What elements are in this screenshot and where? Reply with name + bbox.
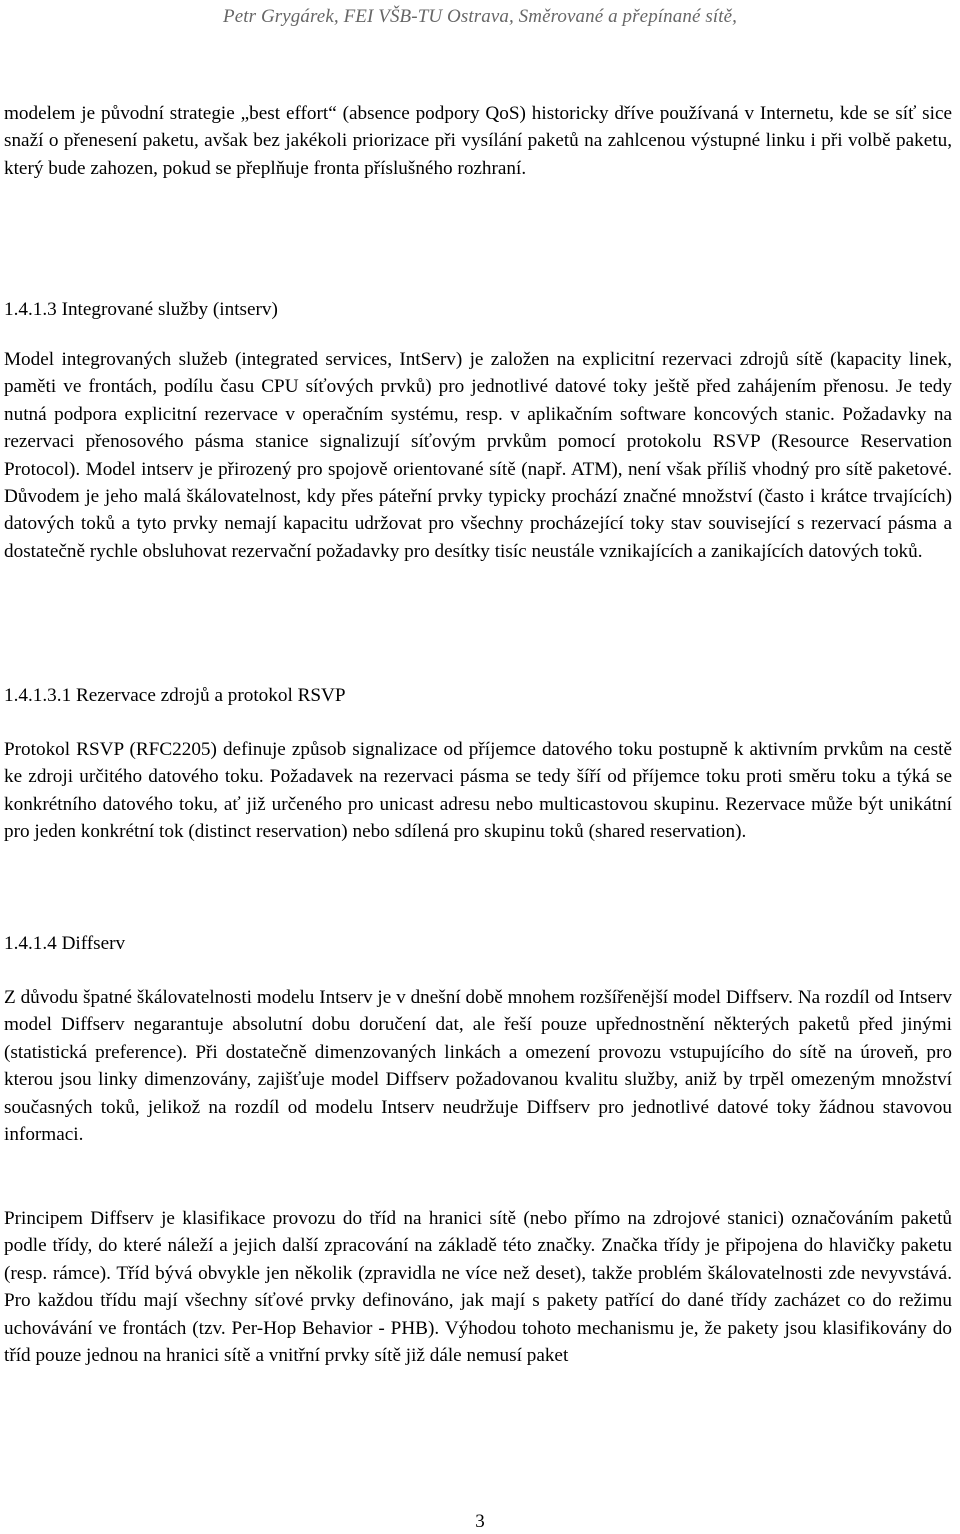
section-heading-intserv: 1.4.1.3 Integrované služby (intserv) — [4, 299, 278, 320]
paragraph-best-effort: modelem je původní strategie „best effort“ (absence podpory QoS) historicky dříve používaná v Internetu, kde se síť sice snaží o přenesení paketu, avšak bez jakékoli priorizace při vysílání paketů na zahlcenou výstupné linku i při volbě paketu, který bude zahozen, pokud se přeplňuje fronta příslušného rozhraní. — [4, 103, 952, 179]
section-heading-rsvp: 1.4.1.3.1 Rezervace zdrojů a protokol RSVP — [4, 685, 346, 706]
section-heading-diffserv: 1.4.1.4 Diffserv — [4, 933, 126, 954]
page-header: Petr Grygárek, FEI VŠB-TU Ostrava, Směrované a přepínané sítě, — [223, 6, 737, 27]
page-number: 3 — [475, 1511, 485, 1532]
paragraph-rsvp: Protokol RSVP (RFC2205) definuje způsob signalizace od příjemce datového toku postupně k aktivním prvkům na cestě ke zdroji určitého datového toku. Požadavek na rezervaci pásma se tedy šíří od příjemce toku proti směru toku a týká se konkrétního datového toku, ať již určeného pro unicast adresu nebo multicastovou skupinu. Rezervace může být unikátní pro jeden konkrétní tok (distinct reservation) nebo sdílená pro skupinu toků (shared reservation). — [4, 739, 952, 843]
paragraph-intserv: Model integrovaných služeb (integrated services, IntServ) je založen na explicitní rezervaci zdrojů sítě (kapacity linek, paměti ve frontách, podílu času CPU síťových prvků) pro jednotlivé datové toky ještě před zahájením přenosu. Je tedy nutná podpora explicitní rezervace v operačním systému, resp. v aplikačním software koncových stanic. Požadavky na rezervaci přenosového pásma stanice signalizují síťovým prvkům pomocí protokolu RSVP (Resource Reservation Protocol). Model intserv je přirozený pro spojově orientované sítě (např. ATM), není však příliš vhodný pro sítě paketové. Důvodem je jeho malá škálovatelnost, kdy přes páteřní prvky typicky prochází značné množství (často i krátce trvajících) datových toků a tyto prvky nemají kapacitu udržovat pro všechny procházející toky stav související s rezervací pásma a dostatečně rychle obsluhovat rezervační požadavky pro desítky tisíc neustále vznikajících a zanikajících datových toků. — [4, 349, 952, 562]
paragraph-diffserv-principle: Principem Diffserv je klasifikace provozu do tříd na hranici sítě (nebo přímo na zdrojové stanici) označováním paketů podle třídy, do které náleží a jejich další zpracování na základě této značky. Značka třídy je připojena do hlavičky paketu (resp. rámce). Tříd bývá obvykle jen několik (zpravidla ne více než deset), takže problém škálovatelnosti zde nevyvstává. Pro každou třídu mají všechny síťové prvky definováno, jak mají s pakety patřící do dané třídy zacházet co do režimu uchovávání ve frontách (tzv. Per-Hop Behavior - PHB). Výhodou tohoto mechanismu je, že pakety jsou klasifikovány do tříd pouze jednou na hranici sítě a vnitřní prvky sítě již dále nemusí paket — [4, 1208, 952, 1367]
paragraph-diffserv-intro: Z důvodu špatné škálovatelnosti modelu Intserv je v dnešní době mnohem rozšířenější model Diffserv. Na rozdíl od Intserv model Diffserv negarantuje absolutní dobu doručení dat, ale řeší pouze upřednostnění některých paketů před jinými (statistická preference). Při dostatečně dimenzovaných linkách a omezení provozu vstupujícího do sítě na úroveň, pro kterou jsou linky dimenzovány, zajišťuje model Diffserv požadovanou kvalitu služby, aniž by trpěl omezeným množství současných toků, jelikož na rozdíl od modelu Intserv neudržuje Diffserv pro jednotlivé datové toky žádnou stavovou informaci. — [4, 987, 952, 1146]
